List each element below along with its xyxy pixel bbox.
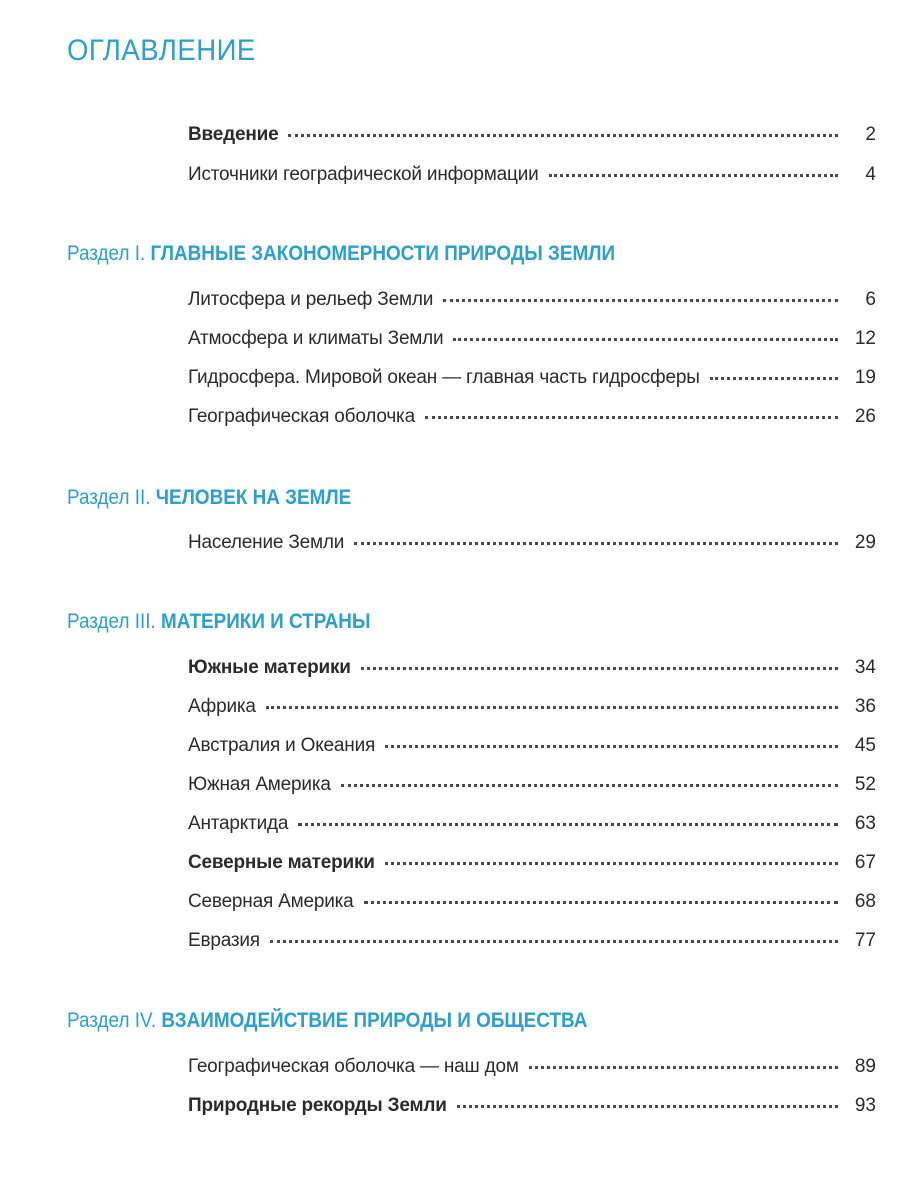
toc-entry-label: Гидросфера. Мировой океан — главная часть гидросферы — [188, 367, 700, 388]
section-prefix: Раздел II. — [67, 486, 151, 509]
toc-entry-page: 12 — [854, 328, 876, 349]
dot-leader — [354, 542, 838, 545]
section-prefix: Раздел I. — [67, 242, 146, 265]
toc-entry-intro[interactable] — [188, 124, 876, 150]
toc-entry[interactable] — [188, 657, 876, 683]
dot-leader — [443, 299, 838, 302]
toc-entry-label: Северные материки — [188, 852, 375, 873]
toc-entry[interactable] — [188, 532, 876, 558]
toc-entry-label: Атмосфера и климаты Земли — [188, 328, 444, 349]
section-heading-1[interactable] — [67, 242, 615, 266]
dot-leader — [453, 338, 838, 341]
toc-entry[interactable] — [188, 813, 876, 839]
toc-entry-page: 6 — [865, 289, 876, 310]
toc-entry-page: 29 — [854, 532, 876, 553]
dot-leader — [549, 174, 838, 177]
toc-entry-label: Южные материки — [188, 657, 351, 678]
toc-entry-label: Введение — [188, 124, 279, 145]
toc-entry-label: Географическая оболочка — [188, 406, 415, 427]
dot-leader — [457, 1105, 838, 1108]
section-heading-3[interactable] — [67, 610, 370, 634]
dot-leader — [385, 745, 838, 748]
section-prefix: Раздел III. — [67, 610, 156, 633]
dot-leader — [288, 134, 838, 137]
toc-entry-page: 19 — [854, 367, 876, 388]
section-prefix: Раздел IV. — [67, 1009, 157, 1032]
toc-entry-label: Антарктида — [188, 813, 289, 834]
section-heading-2[interactable] — [67, 486, 351, 510]
toc-entry[interactable] — [188, 289, 876, 315]
toc-entry-label: Географическая оболочка — наш дом — [188, 1056, 519, 1077]
section-name: ВЗАИМОДЕЙСТВИЕ ПРИРОДЫ И ОБЩЕСТВА — [161, 1009, 588, 1032]
dot-leader — [385, 862, 838, 865]
toc-entry[interactable] — [188, 735, 876, 761]
toc-entry-page: 34 — [854, 657, 876, 678]
toc-entry-label: Источники географической информации — [188, 164, 539, 185]
section-heading-4[interactable] — [67, 1009, 587, 1033]
toc-entry[interactable] — [188, 1095, 876, 1121]
toc-entry-page: 89 — [854, 1056, 876, 1077]
toc-entry[interactable] — [188, 1056, 876, 1082]
dot-leader — [529, 1066, 838, 1069]
toc-entry-label: Африка — [188, 696, 256, 717]
toc-entry[interactable] — [188, 406, 876, 432]
toc-entry-page: 36 — [854, 696, 876, 717]
toc-entry-page: 45 — [854, 735, 876, 756]
toc-entry-label: Австралия и Океания — [188, 735, 376, 756]
toc-entry[interactable] — [188, 774, 876, 800]
toc-entry[interactable] — [188, 328, 876, 354]
toc-entry-label: Население Земли — [188, 532, 345, 553]
section-name: ГЛАВНЫЕ ЗАКОНОМЕРНОСТИ ПРИРОДЫ ЗЕМЛИ — [150, 242, 616, 265]
toc-entry-page: 77 — [854, 930, 876, 951]
toc-entry-label: Литосфера и рельеф Земли — [188, 289, 434, 310]
dot-leader — [266, 706, 838, 709]
toc-entry-page: 67 — [854, 852, 876, 873]
toc-entry-page: 4 — [865, 164, 876, 185]
page-title: ОГЛАВЛЕНИЕ — [67, 34, 256, 67]
toc-entry[interactable] — [188, 367, 876, 393]
dot-leader — [425, 416, 838, 419]
dot-leader — [361, 667, 838, 670]
toc-entry-label: Природные рекорды Земли — [188, 1095, 447, 1116]
dot-leader — [710, 377, 838, 380]
toc-entry-sources[interactable] — [188, 164, 876, 190]
toc-entry[interactable] — [188, 891, 876, 917]
toc-entry-page: 68 — [854, 891, 876, 912]
toc-entry-label: Южная Америка — [188, 774, 331, 795]
dot-leader — [341, 784, 838, 787]
toc-entry[interactable] — [188, 930, 876, 956]
section-name: МАТЕРИКИ И СТРАНЫ — [160, 610, 371, 633]
toc-entry-page: 2 — [865, 124, 876, 145]
dot-leader — [270, 940, 838, 943]
toc-entry[interactable] — [188, 696, 876, 722]
toc-entry-page: 63 — [854, 813, 876, 834]
section-name: ЧЕЛОВЕК НА ЗЕМЛЕ — [155, 486, 352, 509]
toc-entry-page: 26 — [854, 406, 876, 427]
toc-entry[interactable] — [188, 852, 876, 878]
dot-leader — [298, 823, 838, 826]
toc-entry-label: Евразия — [188, 930, 260, 951]
toc-entry-page: 93 — [854, 1095, 876, 1116]
dot-leader — [364, 901, 838, 904]
toc-entry-label: Северная Америка — [188, 891, 354, 912]
toc-entry-page: 52 — [854, 774, 876, 795]
